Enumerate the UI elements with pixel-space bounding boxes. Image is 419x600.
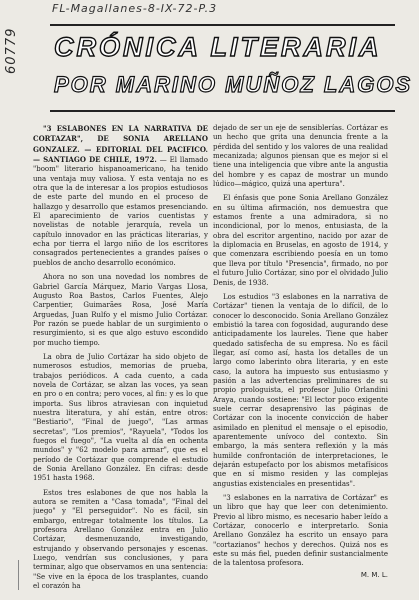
section-title: CRÓNICA LITERARIA <box>54 32 382 62</box>
author-byline: POR MARINO MUÑOZ LAGOS <box>54 72 413 97</box>
paragraph: Los estudios "3 eslabones en la narrativa de Cortázar" tienen la ventaja de lo difícil, de lo conocer lo desconocido. Sonia Arellano González embistió la tarea con fogosidad, augurando dese anticipadamente los laureles. Tiene que haber quedado satisfecha de su empresa. No es fácil llegar, así como así, hasta los detalles de un largo como laberinto obra literaria, y en este caso, la autora ha impuesto sus entusiasmo y pasión a las advertencias preliminares de su propio prologuista, el profesor Julio Orlandini Araya, cuando sostiene: "El lector poco exigente suele cerrar desaprensivo las páginas de Cortázar con la inocente convicción de haber asimilado en plenitud el mensaje o el episodio, aparentemente unívoco del contexto. Sin embargo, la más sentera reflexión y la más humilde confrontación de interpretaciones, le dejarán estupefacto por los abismos metafísicos que en sí mismo residen y las complejas angustias existenciales en presentidas". <box>213 292 388 488</box>
paragraph: El énfasis que pone Sonia Arellano González en su última afirmación, nos demuestra que estamos frente a una admiradora, si no incondicional, por lo menos, entusiasta, de la obra del escritor argentino, nacido por azar de la diplomacia en Bruselas, en agosto de 1914, y que comenzara escribiendo poesía en un tomo que lleva por título "Presencia", firmado, no por el futuro Julio Cortázar, sino por el olvidado Julio Denis, de 1938. <box>213 194 388 287</box>
paragraph: dejado de ser un eje de sensiblerías. Cortázar es un hecho que grita una denuncia frente a la pérdida del sentido y los valores de una realidad mecanizada; algunos piensan que es mejor si el tiene una inteligencia que vibre ante la angustia del hombre y es capaz de mostrar un mundo lúdico—mágico, quizá una apertura". <box>213 124 388 189</box>
column-header <box>50 24 413 112</box>
lead-paragraph <box>33 124 208 268</box>
left-column <box>33 124 208 594</box>
signature: M. M. L. <box>360 570 388 579</box>
paragraph: La obra de Julio Cortázar ha sido objeto de numerosos estudios, memorias de prueba, trabajos periódicos. A cada cuento, a cada novela de Cortázar, se alzan las voces, ya sean en pro o en contra; pero voces, al fin: y es lo que importa. Sus libros atraviesan con inquietud nuestra literatura, y ahí están, entre otros: "Bestiario", "Final de juego", "Las armas secretas", "Los premios", "Rayuela", "Todos los fuegos el fuego", "La vuelta al día en ochenta mundos" y "62 modelo para armar", que es el período de Cortázar que comprende el estudio de Sonia Arellano González. En cifras: desde 1951 hasta 1968. <box>33 352 208 483</box>
paragraph: Estos tres eslabones de que nos habla la autora se remiten a "Casa tomada", "Final del juego" y "El perseguidor". No es fácil, sin embargo, entregar totalmente los títulos. La profesora Arellano González entra en Julio Cortázar, desmenuzando, investigando, estrujando y observando personajes y escenas. Luego, vendrían sus conclusiones, y para terminar, algo que observamos en una sentencia: "Se vive en la época de los trasplantes, cuando el corazón ha <box>33 488 208 591</box>
archive-number: 60779 <box>4 27 19 74</box>
paragraph: Ahora no son una novedad los nombres de Gabriel García Márquez, Mario Vargas Llosa, Augusto Roa Bastos, Carlos Fuentes, Alejo Carpentier, Guimarães Rosa, José María Arguedas, Juan Rulfo y el mismo Julio Cortázar. Por razón se puede hablar de un surgimiento o resurgimiento, si es que algo estuvo escondido por mucho tiempo. <box>33 273 208 347</box>
book-citation: "3 ESLABONES EN LA NARRATIVA DE CORTAZAR", DE SONIA ARELLANO GONZALEZ. — EDITORIAL DEL PACIFICO. — SANTIAGO DE CHILE, 1972. <box>33 124 208 165</box>
lead-paragraph-body: — El llamado "boom" literario hispanoamericano, ha tenido una ventaja muy valiosa. Y esta ventaja no es otra que la de interesar a los propios estudiosos de este parte del mundo en el proceso de hallazgo y desarrollo que estamos presenciando. El aparecimiento de varios cuentistas y novelistas de notable jerarquía, revela un capítulo innovador en las prácticas literarias, y echa por tierra el largo niño de los escritores consagrados pertenecientes a grandes países o pueblos de ancho desarrollo económico. <box>33 156 208 267</box>
right-column <box>213 124 388 594</box>
handwritten-source-note: FL-Magallanes-8-IX-72-P.3 <box>52 2 218 15</box>
margin-mark <box>18 560 27 590</box>
paragraph: "3 eslabones en la narrativa de Cortázar" es un libro que hay que leer con detenimiento. Previo al libro mismo, es necesario haber leído a Cortázar, conocerlo e interpretarlo. Sonia Arellano González ha escrito un ensayo para "cortazianos" hechos y derechos. Quizá nos es este su más fiel, pueden definir sustancialmente de la talentosa profesora. <box>213 494 388 568</box>
